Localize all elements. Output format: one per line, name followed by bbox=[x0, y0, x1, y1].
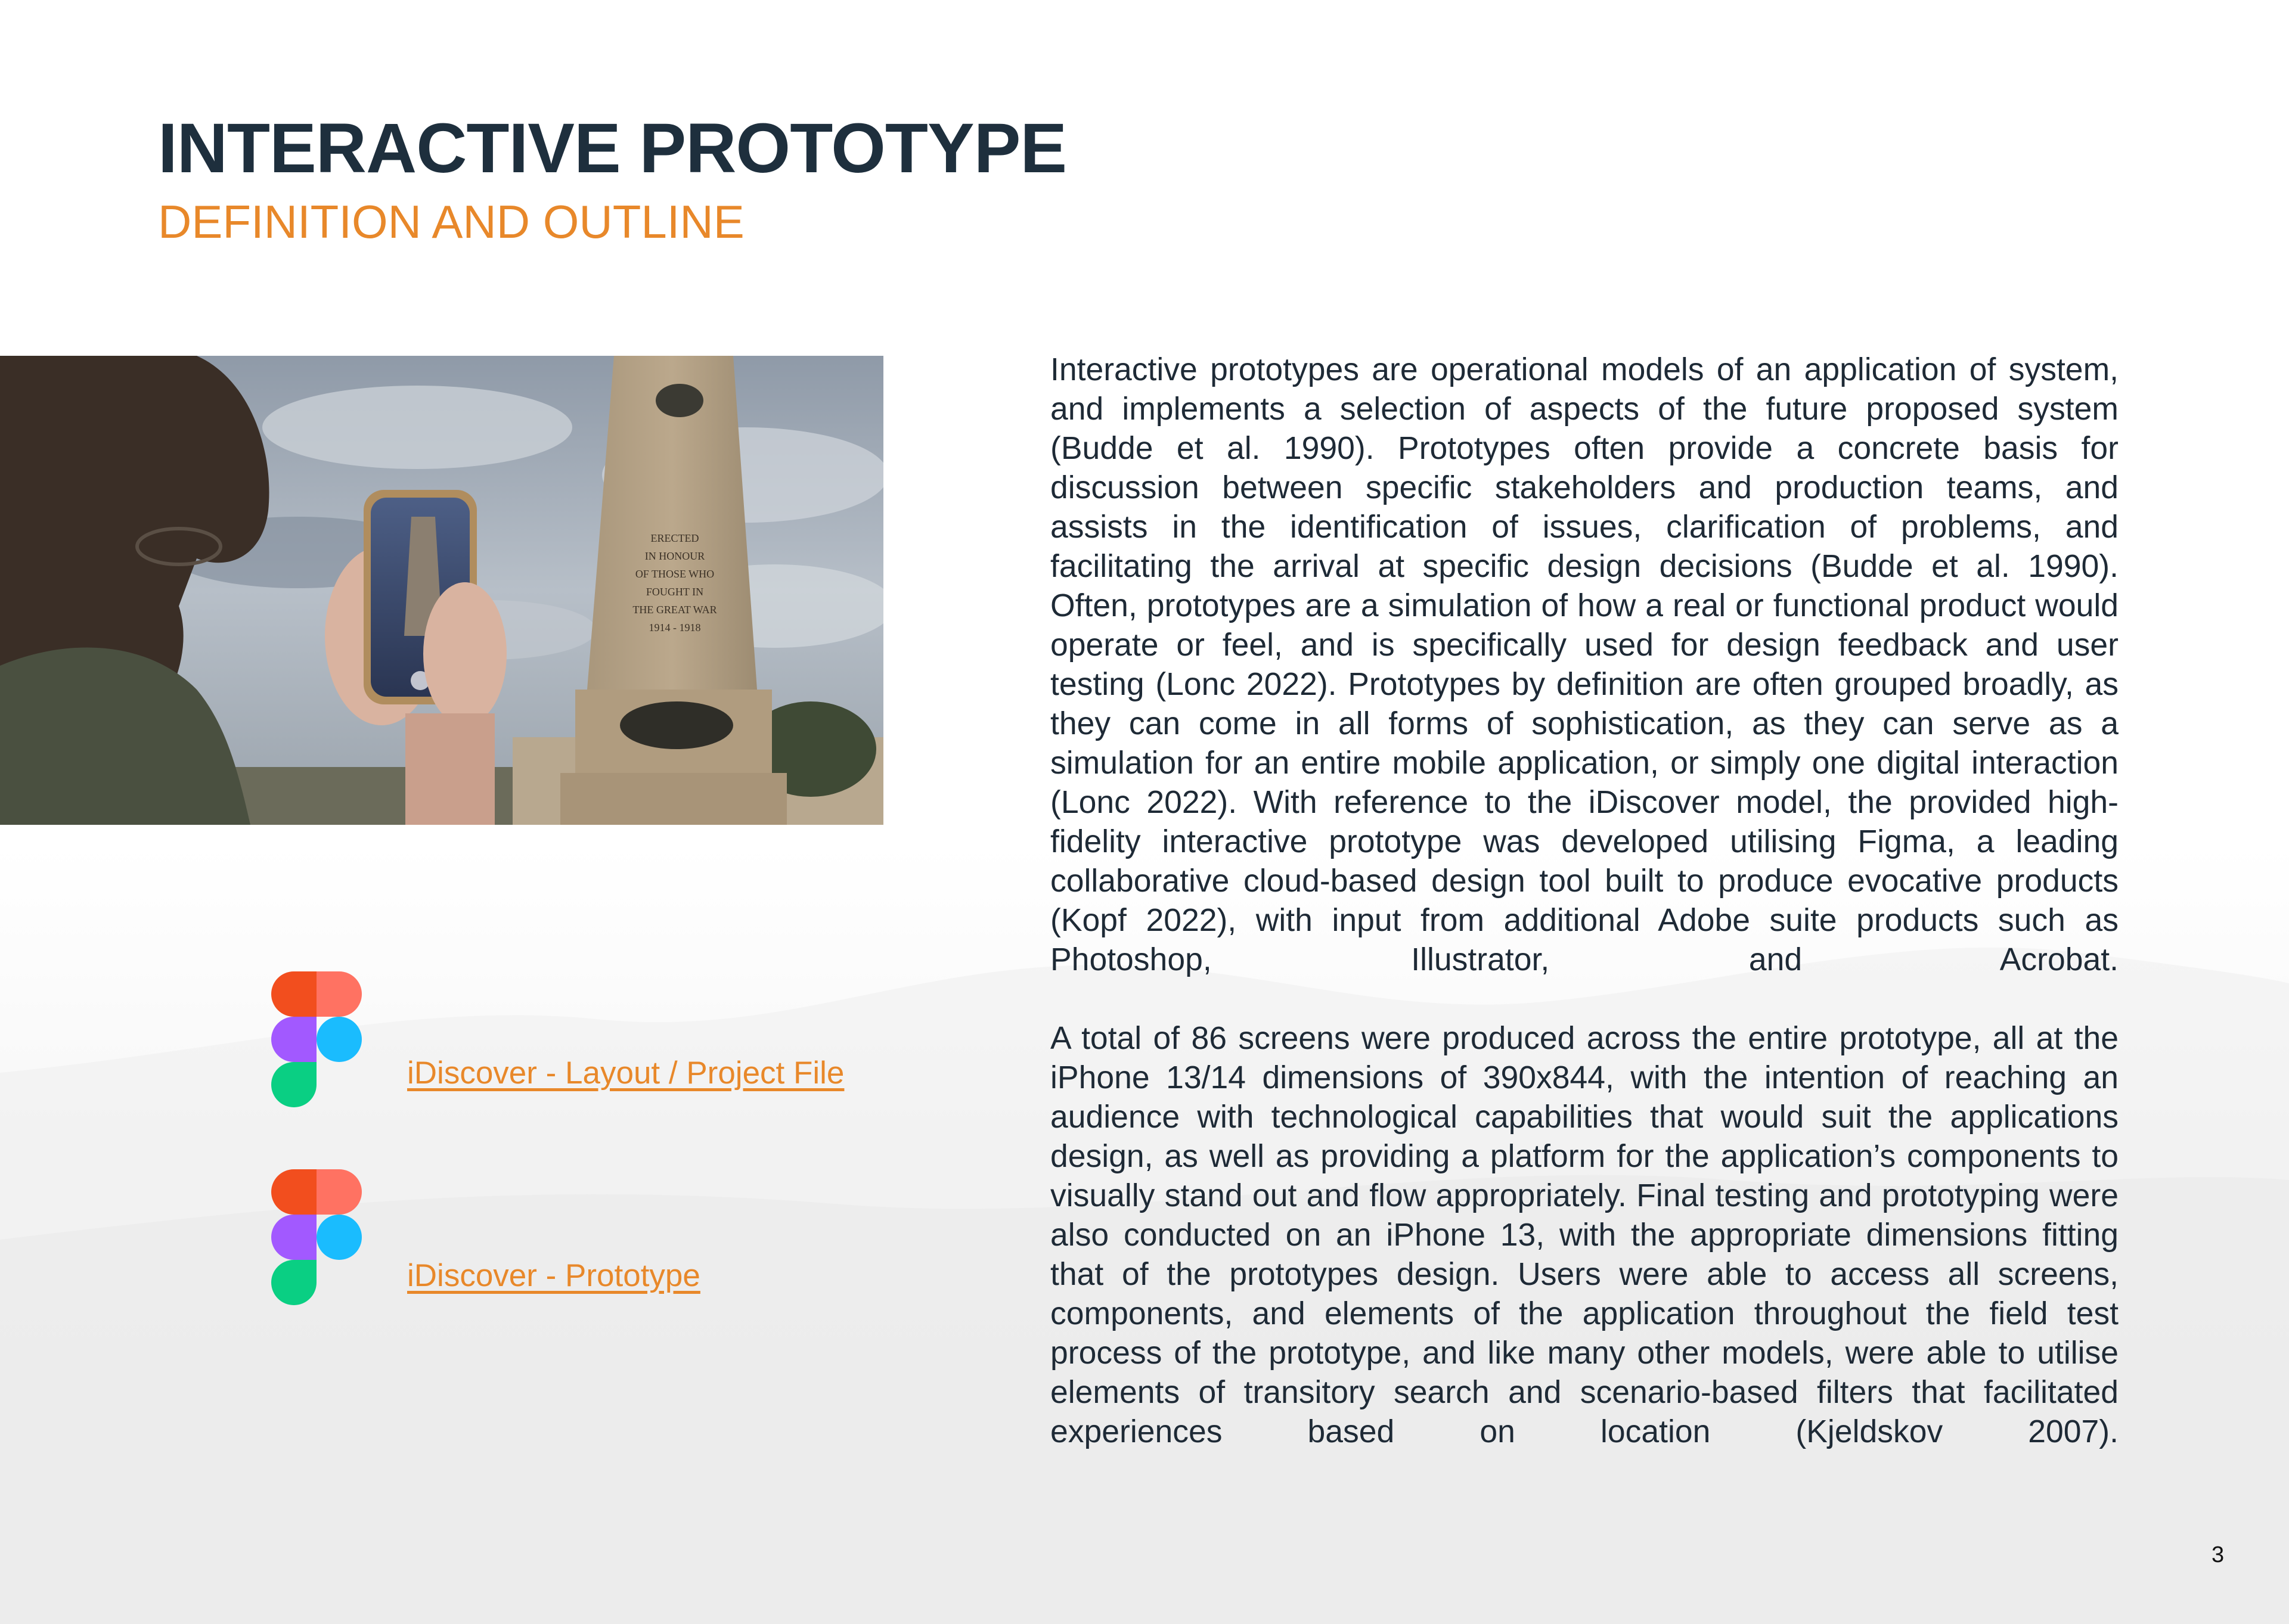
body-paragraph-2: A total of 86 screens were produced across the entire prototype, all at the iPhone 13/14 dimensions of 390x844, with the intention of reaching an audience with technological capabilities that would suit the applications design, as well as providing a platform for the application’s components to visually stand out and flow appropriately. Final testing and prototyping were also conducted on an iPhone 13, with the appropriate dimensions fitting that of the prototypes design. Users were able to access all screens, components, and elements of the application throughout the field test process of the prototype, and like many other models, were able to utilise elements of transitory search and scenario-based filters that facilitated experiences based on location (Kjeldskov 2007). bbox=[1050, 1021, 2119, 1449]
page-title: INTERACTIVE PROTOTYPE bbox=[158, 109, 1067, 188]
figma-icon bbox=[271, 1169, 362, 1305]
inscription-line: FOUGHT IN bbox=[646, 586, 704, 598]
project-file-link[interactable]: iDiscover - Layout / Project File bbox=[407, 1055, 845, 1091]
page-subtitle: DEFINITION AND OUTLINE bbox=[158, 195, 745, 248]
inscription-line: THE GREAT WAR bbox=[632, 604, 717, 616]
monument-photo bbox=[0, 356, 883, 825]
inscription-line: OF THOSE WHO bbox=[635, 568, 715, 580]
page-number: 3 bbox=[2212, 1542, 2225, 1567]
inscription-line: ERECTED bbox=[650, 532, 699, 544]
inscription-line: IN HONOUR bbox=[644, 550, 705, 562]
body-text bbox=[1050, 350, 2119, 1452]
inscription-line: 1914 - 1918 bbox=[649, 622, 701, 634]
figma-icon bbox=[271, 971, 362, 1107]
prototype-link[interactable]: iDiscover - Prototype bbox=[407, 1258, 700, 1293]
body-paragraph-1: Interactive prototypes are operational models of an application of system, and implements a selection of aspects of the future proposed system (Budde et al. 1990). Prototypes often provide a concrete basis for discussion between specific stakeholders and production teams, and assists in the identification of issues, clarification of problems, and facilitating the arrival at specific design decisions (Budde et al. 1990). Often, prototypes are a simulation of how a real or functional product would operate or feel, and is specifically used for design feedback and user testing (Lonc 2022). Prototypes by definition are often grouped broadly, as they can come in all forms of sophistication, as they can serve as a simulation for an entire mobile application, or simply one digital interaction (Lonc 2022). With reference to the iDiscover model, the provided high-fidelity interactive prototype was developed utilising Figma, a leading collaborative cloud-based design tool built to produce evocative products (Kopf 2022), with input from additional Adobe suite products such as Photoshop, Illustrator, and Acrobat. bbox=[1050, 352, 2119, 977]
